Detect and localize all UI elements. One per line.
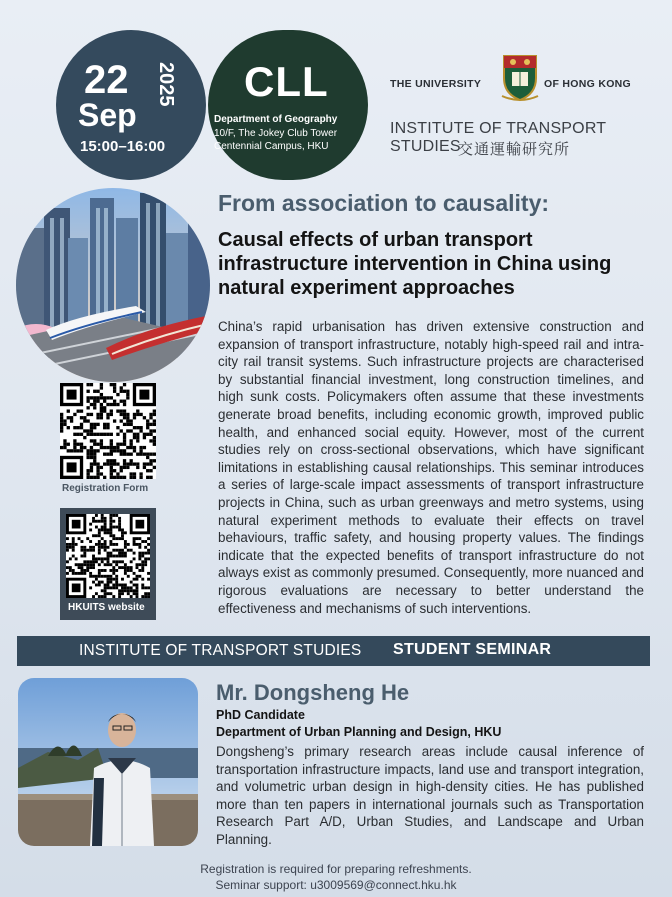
venue-address-line2: Centennial Campus, HKU <box>214 141 329 152</box>
website-qr-card[interactable] <box>60 508 156 620</box>
date-year: 2025 <box>155 62 177 107</box>
seminar-subtitle: Causal effects of urban transport infrastructure intervention in China using natural experiment approaches <box>218 229 612 299</box>
date-time: 15:00–16:00 <box>80 138 166 155</box>
city-rail-illustration <box>16 188 210 382</box>
website-qr-label: HKUITS website <box>68 602 145 613</box>
venue-department: Department of Geography <box>214 114 338 125</box>
speaker-name: Mr. Dongsheng He <box>216 680 410 705</box>
footer-contact[interactable]: Seminar support: u3009569@connect.hku.hk <box>215 878 457 892</box>
banner-series: STUDENT SEMINAR <box>393 641 552 658</box>
registration-qr-code[interactable] <box>60 383 156 479</box>
venue-badge <box>208 30 368 180</box>
venue-address-line1: 10/F, The Jokey Club Tower <box>214 128 338 139</box>
speaker-role: PhD Candidate <box>216 708 305 722</box>
speaker-bio: Dongsheng’s primary research areas include causal inference of transportation infrastructure impacts, land use and transport integration, and volumetric urban design in high-density cities. He has published more than ten papers in international journals such as Transportation Research Part A/D, Urban Studies, and Landscape and Urban Planning. <box>216 744 644 847</box>
registration-qr-label: Registration Form <box>62 483 149 494</box>
university-name-right: OF HONG KONG <box>544 78 632 90</box>
seminar-abstract: China’s rapid urbanisation has driven extensive construction and expansion of transport infrastructure, notably high-speed rail and intra-city rail transit systems. Such infrastructure projects are characterised by substantial financial investment, long construction timelines, and high sunk costs. Policymakers often assume that these investments generate broad benefits, including economic growth, improved public health, and enhanced social equity. However, most of the current studies rely on cross-sectional observations, which have significant limitations in establishing causal relationships. This seminar introduces a series of large-scale impact assessments of transport infrastructure projects in China, such as urban greenways and metro systems, using natural experiment methods to evaluate their effects on travel behaviours, traffic safety, and housing property values. The findings indicate that the expected benefits of transport infrastructure do not always exist as commonly presumed. Consequently, more nuanced and rigorous evaluations are necessary to better understand the effectiveness and mechanisms of such interventions. <box>218 319 644 616</box>
venue-code: CLL <box>244 58 329 105</box>
institute-name-zh: 交通運輸研究所 <box>458 141 571 158</box>
date-badge <box>56 30 206 180</box>
qr-code-icon <box>60 383 156 479</box>
seminar-banner <box>17 636 650 666</box>
university-crest-icon <box>500 52 540 102</box>
qr-code-icon <box>66 514 150 598</box>
speaker-photo <box>18 678 198 846</box>
date-day: 22 <box>84 58 129 102</box>
speaker-department: Department of Urban Planning and Design, HKU <box>216 725 502 739</box>
date-month: Sep <box>78 97 137 133</box>
website-qr-code[interactable] <box>66 514 150 598</box>
footer-registration-note: Registration is required for preparing refreshments. <box>200 862 472 876</box>
banner-institute: INSTITUTE OF TRANSPORT STUDIES <box>79 642 362 659</box>
university-name-left: THE UNIVERSITY <box>390 78 482 90</box>
seminar-heading: From association to causality: <box>218 190 550 216</box>
institute-name-en: INSTITUTE OF TRANSPORT STUDIES <box>390 120 606 155</box>
